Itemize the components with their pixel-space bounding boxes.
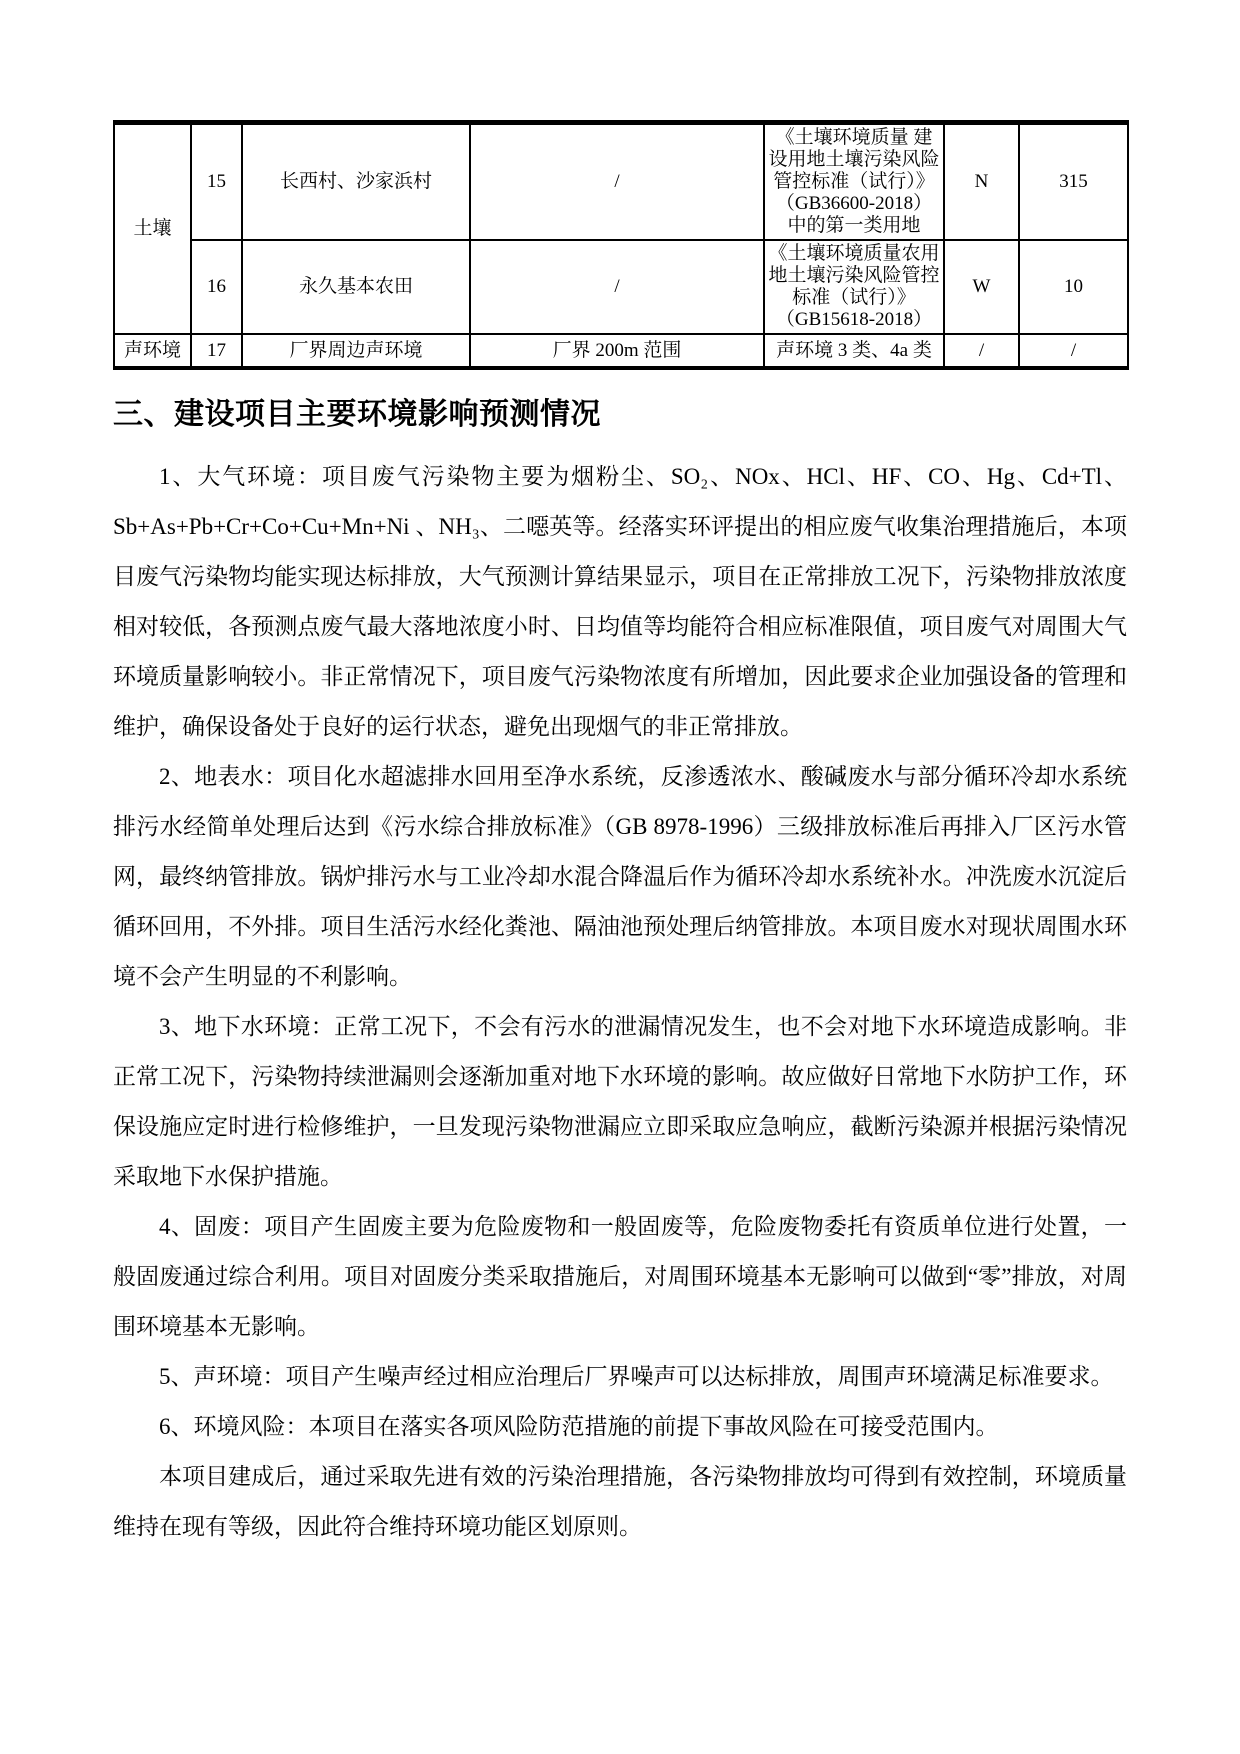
table-cell-name: 长西村、沙家浜村: [242, 123, 470, 241]
paragraph-solid-waste: 4、固废：项目产生固废主要为危险废物和一般固废等，危险废物委托有资质单位进行处置，一般固废通过综合利用。项目对固废分类采取措施后，对周围环境基本无影响可以做到“零”排放，对周围环境基本无影响。: [113, 1214, 1127, 1339]
table-cell-range: /: [470, 123, 764, 241]
paragraph-surface-water: 2、地表水：项目化水超滤排水回用至净水系统，反渗透浓水、酸碱废水与部分循环冷却水系统排污水经简单处理后达到《污水综合排放标准》（GB 8978-1996）三级排放标准后再排入厂区污水管网，最终纳管排放。锅炉排污水与工业冷却水混合降温后作为循环冷却水系统补水。冲洗废水沉淀后循环回用，不外排。项目生活污水经化粪池、隔油池预处理后纳管排放。本项目废水对现状周围水环境不会产生明显的不利影响。: [113, 764, 1127, 989]
environment-targets-table: [113, 120, 1129, 370]
table-cell-category-soil: 土壤: [114, 123, 191, 335]
table-cell-name: 永久基本农田: [242, 240, 470, 334]
table-row: [114, 123, 1128, 241]
table-cell-distance: 315: [1019, 123, 1128, 241]
section-body: [113, 452, 1127, 1552]
table-cell-distance: 10: [1019, 240, 1128, 334]
table-cell-standard: 《土壤环境质量 建设用地土壤污染风险管控标准（试行）》（GB36600-2018）中的第一类用地: [764, 123, 944, 241]
table-cell-direction: N: [944, 123, 1019, 241]
table-cell-direction: W: [944, 240, 1019, 334]
table-row: [114, 334, 1128, 368]
section-heading: 三、建设项目主要环境影响预测情况: [113, 398, 601, 431]
table-cell-no: 16: [191, 240, 242, 334]
table-cell-no: 17: [191, 334, 242, 368]
table-cell-category-noise: 声环境: [114, 334, 191, 368]
paragraph-groundwater: 3、地下水环境：正常工况下，不会有污水的泄漏情况发生，也不会对地下水环境造成影响。非正常工况下，污染物持续泄漏则会逐渐加重对地下水环境的影响。故应做好日常地下水防护工作，环保设施应定时进行检修维护，一旦发现污染物泄漏应立即采取应急响应，截断污染源并根据污染情况采取地下水保护措施。: [113, 1014, 1127, 1189]
table-cell-direction: /: [944, 334, 1019, 368]
table-cell-standard: 声环境 3 类、4a 类: [764, 334, 944, 368]
paragraph-air: 1、大气环境：项目废气污染物主要为烟粉尘、SO₂、NOx、HCl、HF、CO、Hg、Cd+Tl、Sb+As+Pb+Cr+Co+Cu+Mn+Ni 、NH₃、二噁英等。经落实环评提出的相应废气收集治理措施后，本项目废气污染物均能实现达标排放，大气预测计算结果显示，项目在正常排放工况下，污染物排放浓度相对较低，各预测点废气最大落地浓度小时、日均值等均能符合相应标准限值，项目废气对周围大气环境质量影响较小。非正常情况下，项目废气污染物浓度有所增加，因此要求企业加强设备的管理和维护，确保设备处于良好的运行状态，避免出现烟气的非正常排放。: [113, 464, 1127, 739]
table-cell-distance: /: [1019, 334, 1128, 368]
paragraph-conclusion: 本项目建成后，通过采取先进有效的污染治理措施，各污染物排放均可得到有效控制，环境质量维持在现有等级，因此符合维持环境功能区划原则。: [113, 1464, 1127, 1539]
table-cell-range: /: [470, 240, 764, 334]
table-cell-no: 15: [191, 123, 242, 241]
table-row: [114, 240, 1128, 334]
table-cell-range: 厂界 200m 范围: [470, 334, 764, 368]
paragraph-noise: 5、声环境：项目产生噪声经过相应治理后厂界噪声可以达标排放，周围声环境满足标准要求。: [159, 1364, 1114, 1389]
table-cell-name: 厂界周边声环境: [242, 334, 470, 368]
paragraph-risk: 6、环境风险：本项目在落实各项风险防范措施的前提下事故风险在可接受范围内。: [159, 1414, 999, 1439]
table-cell-standard: 《土壤环境质量农用地土壤污染风险管控标准（试行）》（GB15618-2018）: [764, 240, 944, 334]
